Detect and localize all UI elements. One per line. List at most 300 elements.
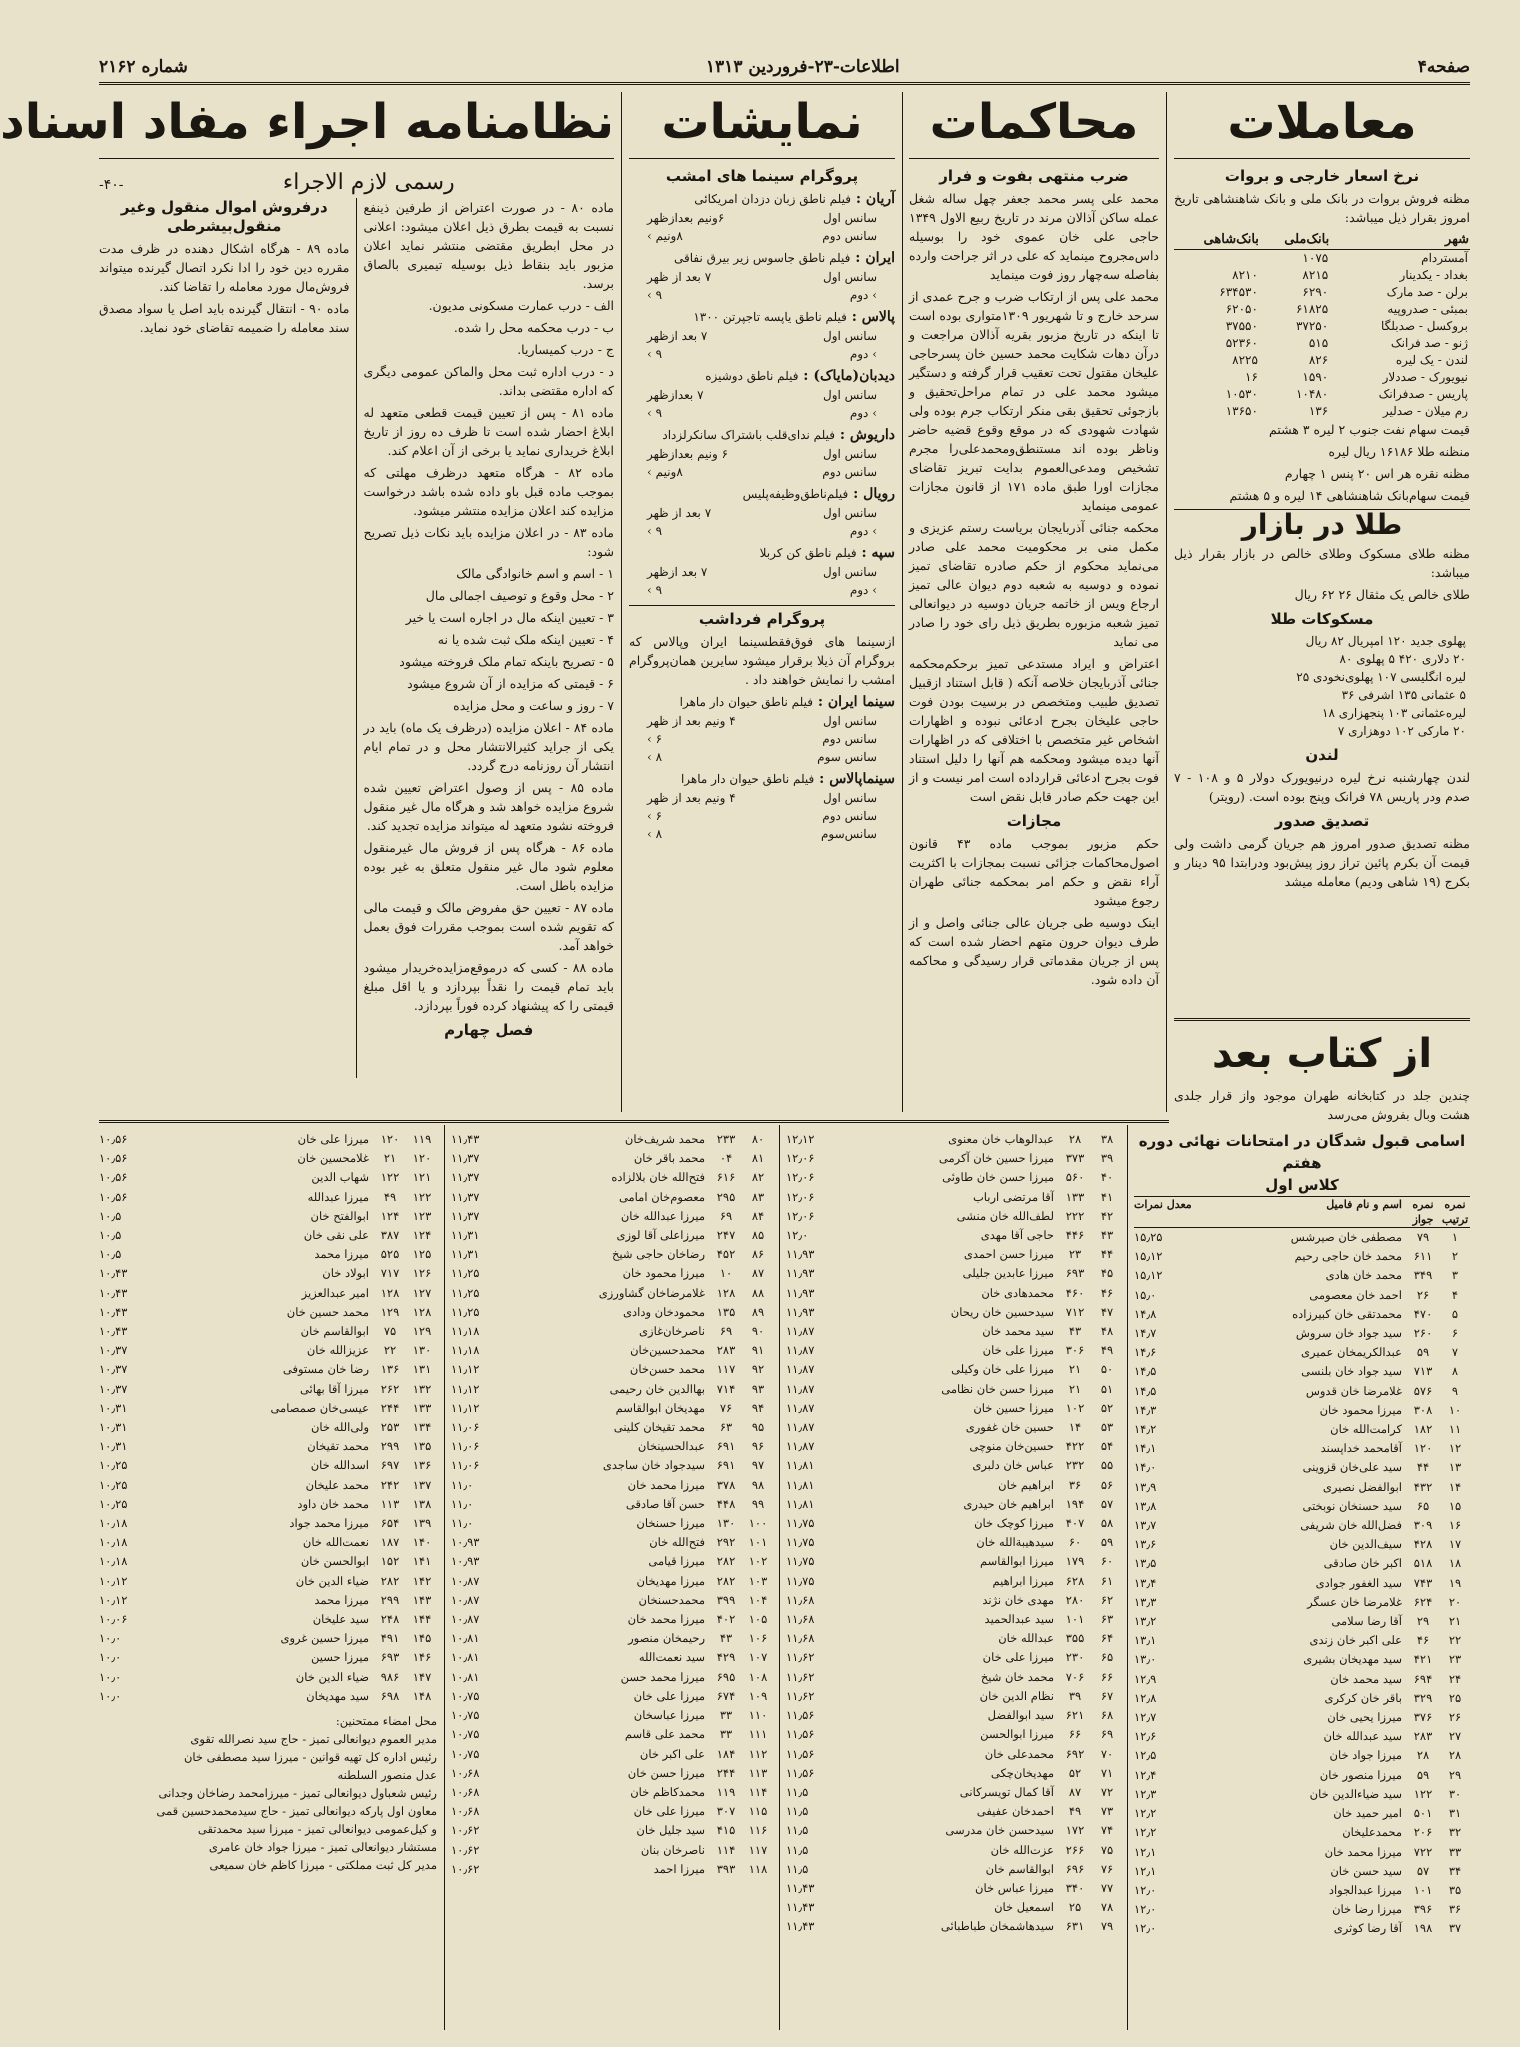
student-name: میرزاعلی آقا لوزی <box>616 1228 705 1243</box>
result-row <box>786 1130 1122 1149</box>
rate-cell: ۸۲۲۵ <box>1232 353 1258 367</box>
average-score: ۱۳٫۴ <box>1134 1575 1157 1590</box>
rank: ۳۷ <box>1448 1921 1462 1936</box>
average-score: ۱۱٫۵ <box>786 1861 809 1876</box>
average-score: ۱۰٫۸۱ <box>451 1669 480 1684</box>
average-score: ۱۰٫۵۶ <box>99 1170 128 1185</box>
permit-number: ۵۹ <box>1416 1345 1430 1360</box>
average-score: ۱۴٫۲ <box>1134 1422 1157 1437</box>
result-row <box>451 1168 773 1187</box>
student-name: آقا کمال تویسرکانی <box>959 1784 1054 1799</box>
result-row <box>1134 1900 1470 1919</box>
result-row <box>451 1380 773 1399</box>
permit-number: ۶۹۱ <box>716 1458 736 1473</box>
permit-number: ۲۸۲ <box>380 1573 400 1588</box>
average-score: ۱۲٫۳ <box>1134 1786 1157 1801</box>
average-score: ۱۵٫۱۲ <box>1134 1249 1163 1264</box>
result-row <box>99 1687 437 1706</box>
rate-cell: ۸۲۶ <box>1308 353 1329 367</box>
permit-number: ۴۲۹ <box>716 1650 736 1665</box>
average-score: ۱۱٫۳۷ <box>451 1189 480 1204</box>
average-score: ۱۰٫۰ <box>99 1669 122 1684</box>
student-name: میرزا علی خان <box>982 1650 1054 1665</box>
permit-number: ۲۳۲ <box>1065 1458 1085 1473</box>
showtime-row <box>629 522 895 540</box>
rate-cell: ۱۵۹۰ <box>1302 370 1329 384</box>
cinema-name-label: سپه <box>871 545 895 561</box>
student-name: میرزا حسین غروی <box>280 1631 369 1646</box>
rank: ۸۶ <box>751 1247 765 1262</box>
cinema-entry <box>629 693 895 712</box>
result-row <box>1134 1804 1470 1823</box>
cinema-film: فیلم ناطق حیوان دار ماهرا <box>679 695 813 709</box>
permit-number: ۱۰۲ <box>1065 1400 1085 1415</box>
average-score: ۱۰٫۰ <box>99 1688 122 1703</box>
rank: ۴۷ <box>1100 1304 1114 1319</box>
showtime-time: ۹ › <box>647 583 663 597</box>
examiner-line: مدیر العموم دیوانعالی تمیز - حاج سید نصرالله تقوی <box>190 1732 437 1747</box>
showtime-time: ۶ونیم بعدازظهر <box>647 211 725 225</box>
rate-cell: ۳۷۲۵۰ <box>1295 319 1329 333</box>
rank: ۱۲ <box>1448 1441 1462 1456</box>
student-name: میرزا حسنخان <box>636 1516 705 1531</box>
student-name: میرزا حسن خان <box>627 1765 705 1780</box>
permit-number: ۲۳۳ <box>716 1132 736 1146</box>
student-name: محمد حسن‌خان <box>629 1362 705 1377</box>
result-row <box>786 1841 1122 1860</box>
chapter-heading: فصل چهارم <box>444 1021 534 1039</box>
average-score: ۱۱٫۸۷ <box>786 1420 815 1435</box>
average-score: ۱۱٫۰۶ <box>451 1439 480 1454</box>
rank: ۹۴ <box>751 1400 765 1415</box>
student-name: غلامرضا خان قدوس <box>1305 1383 1402 1398</box>
permit-number: ۶۹ <box>719 1324 733 1339</box>
showtime-time: ۷ بعد ازظهر <box>647 329 708 343</box>
cinema-name-label: پالاس <box>861 309 895 325</box>
result-row <box>786 1783 1122 1802</box>
result-row <box>451 1533 773 1552</box>
article-paragraph: ماده ۸۳ - در اعلان مزایده باید نکات ذیل تصریح شود: <box>363 525 615 559</box>
rank: ۱۲۹ <box>412 1324 432 1339</box>
student-name: محمدتقی خان کبیرزاده <box>1292 1306 1402 1321</box>
showtime-row <box>629 730 895 748</box>
rank: ۴۳ <box>1100 1228 1114 1243</box>
permit-number: ۴۲۲ <box>1065 1439 1085 1454</box>
rank: ۲۴ <box>1448 1671 1462 1686</box>
article-paragraph: ۳ - تعیین اینکه مال در اجاره است یا خیر <box>405 610 614 625</box>
permit-number: ۳۶ <box>1068 1477 1082 1492</box>
showtime-time: ۴ ونیم بعد از ظهر <box>647 791 736 805</box>
average-score: ۱۱٫۲۵ <box>451 1266 480 1281</box>
permit-number: ۲۳۰ <box>1065 1650 1085 1665</box>
average-score: ۱۰٫۴۳ <box>99 1304 128 1319</box>
permit-number: ۳۹۳ <box>716 1861 736 1876</box>
permit-number: ۳۹۹ <box>716 1592 736 1607</box>
permit-number: ۱۰۱ <box>1065 1612 1085 1627</box>
student-name: ناصرخان‌غازی <box>639 1324 705 1339</box>
average-score: ۱۴٫۸ <box>1134 1306 1157 1321</box>
rank: ۴۵ <box>1100 1266 1114 1281</box>
student-name: علی نقی خان <box>303 1228 369 1243</box>
average-score: ۱۰٫۴۳ <box>99 1324 128 1339</box>
gold-lira: منظنه طلا ۱۶۱۸۶ ریال لیره <box>1328 444 1470 459</box>
rank: ۱۲۱ <box>412 1170 432 1185</box>
permit-number: ۳۰۷ <box>716 1804 736 1819</box>
student-name: میرزا یحیی خان <box>1327 1710 1402 1725</box>
permit-number: ۱۵۲ <box>380 1554 400 1569</box>
student-name: اکبر خان صادقی <box>1323 1556 1402 1571</box>
average-score: ۱۱٫۱۲ <box>451 1400 480 1415</box>
student-name: شهاب الدین <box>311 1170 369 1185</box>
average-score: ۱۰٫۲۵ <box>99 1477 128 1492</box>
student-name: احمد خان معصومی <box>1309 1287 1402 1302</box>
permit-number: ۶۱۶ <box>716 1170 736 1185</box>
average-score: ۱۱٫۹۳ <box>786 1247 815 1262</box>
student-name: میرزا عبدالجواد <box>1328 1882 1402 1897</box>
article-paragraph: ۵ - تصریح باینکه تمام ملک فروخته میشود <box>399 654 614 669</box>
result-row <box>786 1322 1122 1341</box>
permit-number: ۲۹ <box>1416 1614 1430 1629</box>
result-row <box>786 1360 1122 1379</box>
average-score: ۱۳٫۶ <box>1134 1537 1157 1552</box>
permit-number: ۲۴۴ <box>716 1765 736 1780</box>
student-name: میرزا رضا خان <box>1332 1902 1402 1917</box>
permit-number: ۶۹۷ <box>380 1458 400 1473</box>
rank: ۱۵ <box>1448 1498 1462 1513</box>
average-score: ۱۰٫۱۲ <box>99 1592 128 1607</box>
rank: ۱۳۷ <box>412 1477 432 1492</box>
cinema-entry <box>629 544 895 563</box>
rank: ۱۲۵ <box>412 1247 432 1262</box>
student-name: ضیاء الدین خان <box>295 1573 369 1588</box>
rank: ۱ <box>1451 1230 1459 1244</box>
rank: ۵۶ <box>1100 1477 1114 1492</box>
rank: ۳ <box>1451 1268 1459 1283</box>
permit-number: ۱۱۹ <box>716 1784 736 1799</box>
result-row <box>786 1629 1122 1648</box>
rate-cell: نیویورک - صددلار <box>1382 370 1468 384</box>
gold-market-title: طلا در بازار <box>1174 509 1470 540</box>
student-name: میرزا مهدیخان <box>636 1573 705 1588</box>
showtime-row <box>629 268 895 286</box>
result-row <box>786 1514 1122 1533</box>
article-paragraph: ماده ۸۵ - پس از وصول اعتراض تعیین شده شروع مزایده خواهد شد و هرگاه مال غیر منقول فروخته نشود متعهد له میتواند مزایده تجدید کند. <box>363 780 614 833</box>
average-score: ۱۱٫۵۶ <box>786 1727 815 1742</box>
cinema-name-label: سینما ایران <box>827 694 895 710</box>
student-name: سید ضیاء‌الدین خان <box>1309 1786 1402 1801</box>
rank: ۱۴۴ <box>412 1612 432 1627</box>
permit-number: ۶۹۳ <box>380 1650 400 1665</box>
permit-number: ۰۴ <box>719 1151 733 1166</box>
rank: ۱۱۲ <box>748 1746 768 1761</box>
student-name: میرزا علی خان وکیلی <box>951 1362 1054 1377</box>
rank: ۷۸ <box>1100 1900 1114 1915</box>
rank: ۵۷ <box>1100 1496 1114 1511</box>
average-score: ۱۰٫۱۸ <box>99 1516 128 1531</box>
column-divider <box>1166 92 1167 1112</box>
permit-number: ۳۴۹ <box>1413 1268 1433 1283</box>
student-name: ابولاد خان <box>322 1266 369 1281</box>
rank: ۳۵ <box>1448 1882 1462 1897</box>
rank: ۱۳۳ <box>412 1400 432 1415</box>
rank: ۵۵ <box>1100 1458 1114 1473</box>
average-score: ۱۲٫۹ <box>1134 1671 1157 1686</box>
column-divider <box>621 92 622 1112</box>
rank: ۴ <box>1451 1287 1459 1302</box>
student-name: سید حسنخان نوبختی <box>1302 1498 1402 1513</box>
showtime-row <box>629 825 895 843</box>
permit-number: ۳۷۳ <box>1065 1151 1085 1166</box>
average-score: ۱۱٫۵۶ <box>786 1746 815 1761</box>
rate-header: بانک‌ملی <box>1260 230 1330 250</box>
rate-row <box>1174 267 1470 284</box>
rank: ۶۶ <box>1100 1669 1114 1684</box>
result-row <box>451 1322 773 1341</box>
permit-number: ۱۸۲ <box>1413 1422 1433 1437</box>
average-score: ۱۱٫۷۵ <box>786 1535 815 1550</box>
student-name: امیر حمید خان <box>1333 1806 1402 1821</box>
student-name: میرزا کوچک خان <box>974 1516 1054 1531</box>
result-row <box>786 1706 1122 1725</box>
result-row <box>786 1207 1122 1226</box>
showtime-label: سانس اول <box>822 565 877 579</box>
rank: ۸۳ <box>751 1189 765 1204</box>
permit-number: ۱۳۶ <box>380 1362 400 1377</box>
permit-number: ۴۵۲ <box>716 1247 736 1262</box>
permit-number: ۴۳۲ <box>1413 1479 1433 1494</box>
result-row <box>1134 1554 1470 1573</box>
result-row <box>99 1495 437 1514</box>
student-name: ابوالفضل نصیری <box>1322 1479 1402 1494</box>
rate-cell: رم میلان - صدلیر <box>1382 404 1468 418</box>
examiner-line: معاون اول پارکه دیوانعالی تمیز - حاج سیدمحمدحسین قمی <box>156 1804 437 1819</box>
mohakemat-paragraph: حکم مزبور بموجب ماده ۴۳ قانون اصول‌محاکمات جزائی نسبت بمجازات با اکثریت آراء نقض و حکم امر بمحکمه جنائی طهران رجوع میشود <box>909 836 1160 908</box>
rank: ۱۴۳ <box>412 1592 432 1607</box>
cinema-entry <box>629 249 895 268</box>
result-row <box>1134 1593 1470 1612</box>
student-name: ابراهیم خان <box>998 1477 1054 1492</box>
export-text: مظنه تصدیق صدور امروز هم جریان گرمی داشت ولی قیمت آن بکرم پائین تراز روز پیش‌بود ودرابتدا ۹۵ دینار و بکرج (۱۹ شاهی ودیم) معامله میشد <box>1174 836 1470 889</box>
average-score: ۱۲٫۰۶ <box>786 1151 815 1166</box>
rank: ۹۳ <box>751 1381 765 1396</box>
permit-number: ۲۶۲ <box>380 1381 400 1396</box>
rate-cell: آمستردام <box>1421 251 1468 265</box>
result-row <box>99 1476 437 1495</box>
mohakemat-paragraph: محکمه جنائی آذربایجان بریاست رستم عزیزی و مکمل منی بر محکومیت محمد علی صادر می‌نماید محکوم از حکم صادره تقاضای تمیز نموده و دوسیه به شعبه دوم دیوان عالی تمیز ارجاع ویس از خاتمه جریان دوسیه در دیوانعالی تمیز شعبه مزبوره بطریق ذیل رای خود را صادر می نماید <box>909 520 1159 649</box>
permit-number: ۳۹۶ <box>1413 1902 1433 1917</box>
result-row <box>1134 1823 1470 1842</box>
student-name: میرزا قیامی <box>648 1554 705 1569</box>
showtime-time: ۸ونیم › <box>647 465 683 479</box>
result-row <box>786 1898 1122 1917</box>
showtime-label: سانس اول <box>822 447 877 461</box>
rank: ۱۳۸ <box>412 1496 432 1511</box>
student-name: سید الغفور جوادی <box>1315 1575 1402 1590</box>
permit-number: ۱۱۳ <box>380 1496 400 1511</box>
showtime-time: ۸ › <box>647 750 663 764</box>
article-paragraph: ماده ۸۸ - کسی که درموقع‌مزایده‌خریدار میشود باید تمام قیمت را نقداً بپردازد و یا اقل مبلغ قیمتی را که پیشنهاد کرده فوراً بپردازد. <box>363 960 615 1013</box>
permit-number: ۱۹۴ <box>1065 1496 1085 1511</box>
average-score: ۱۰٫۷۵ <box>451 1746 480 1761</box>
namayeshat-column <box>629 90 895 1110</box>
student-name: میرزا جواد خان <box>1329 1748 1402 1763</box>
results-column <box>1134 1130 1470 2030</box>
permit-number: ۶۳۱ <box>1065 1919 1085 1934</box>
permit-number: ۲۵۳ <box>380 1420 400 1435</box>
results-subtitle: کلاس اول <box>1265 1176 1339 1194</box>
student-name: میرزا حسن خان طاوئی <box>942 1170 1054 1185</box>
average-score: ۱۱٫۰۶ <box>451 1420 480 1435</box>
student-name: سیدهاشمخان طباطبائی <box>940 1919 1054 1934</box>
issue-number: شماره ۲۱۶۲ <box>99 57 188 77</box>
student-name: سید محمد خان <box>1330 1671 1402 1686</box>
rank: ۸۸ <box>751 1285 765 1300</box>
student-name: محمدعلی خان <box>984 1746 1054 1761</box>
average-score: ۱۰٫۲۵ <box>99 1458 128 1473</box>
average-score: ۱۰٫۸۷ <box>451 1612 480 1627</box>
average-score: ۱۵٫۱۲ <box>1134 1268 1163 1283</box>
showtime-row <box>629 445 895 463</box>
namayeshat-title: نمایشات <box>629 92 895 159</box>
rank: ۷۰ <box>1100 1746 1114 1761</box>
rank: ۸۲ <box>751 1170 765 1185</box>
average-score: ۱۴٫۵ <box>1134 1383 1157 1398</box>
rate-cell: ۱۶ <box>1245 370 1258 384</box>
rank: ۱۰۵ <box>748 1612 768 1627</box>
showtime-label: سانس سوم <box>817 750 877 764</box>
showtime-label: سانس اول <box>822 388 877 402</box>
average-score: ۱۲٫۰ <box>1134 1921 1157 1936</box>
result-row <box>451 1764 773 1783</box>
showtime-row <box>629 227 895 245</box>
rank: ۶۹ <box>1100 1727 1114 1742</box>
permit-number: ۲۲ <box>383 1343 397 1358</box>
student-name: فضل‌الله خان شریفی <box>1300 1518 1402 1533</box>
muamelat-title: معاملات <box>1174 92 1470 159</box>
section-rule <box>99 1120 1169 1123</box>
student-name: میرزا علی خان <box>982 1343 1054 1358</box>
box-rule <box>1174 1018 1470 1021</box>
permit-number: ۲۴۸ <box>380 1612 400 1627</box>
student-name: میرزا حسین <box>311 1650 369 1665</box>
result-row <box>99 1380 437 1399</box>
average-score: ۱۲٫۰۶ <box>786 1170 815 1185</box>
permit-number: ۴۴ <box>1416 1460 1430 1475</box>
average-score: ۱۱٫۵۶ <box>786 1765 815 1780</box>
student-name: عزیزالله خان <box>306 1343 369 1358</box>
cinema-separator: : <box>798 368 814 384</box>
rank: ۶۲ <box>1100 1592 1114 1607</box>
result-row <box>99 1572 437 1591</box>
permit-number: ۳۷۶ <box>1413 1710 1433 1725</box>
london-title: لندن <box>1305 746 1339 764</box>
student-name: میرزا حسن خان نظامی <box>941 1381 1054 1396</box>
cinema-separator: : <box>812 694 828 710</box>
student-name: میرزا ابراهیم <box>992 1573 1054 1588</box>
rank: ۱۲۸ <box>412 1304 432 1319</box>
cinema-name-label: سینماپالاس <box>829 771 895 787</box>
rank: ۹۸ <box>751 1477 765 1492</box>
student-name: میرزا عباسخان <box>633 1708 705 1723</box>
student-name: سید عبدالحمید <box>984 1612 1054 1627</box>
student-name: عبدالله خان <box>998 1631 1054 1646</box>
result-row <box>1134 1862 1470 1881</box>
average-score: ۱۴٫۶ <box>1134 1345 1157 1360</box>
average-score: ۱۱٫۵ <box>786 1842 809 1857</box>
showtime-time: ۴ ونیم بعد از ظهر <box>647 714 736 728</box>
student-name: سید عبدالله خان <box>1323 1729 1402 1744</box>
average-score: ۱۰٫۱۸ <box>99 1535 128 1550</box>
permit-number: ۲۹۹ <box>380 1592 400 1607</box>
result-row <box>451 1341 773 1360</box>
average-score: ۱۲٫۲ <box>1134 1806 1157 1821</box>
average-score: ۱۴٫۳ <box>1134 1402 1157 1417</box>
permit-number: ۶۱۱ <box>1413 1249 1433 1264</box>
student-name: مصطفی خان صیرشس <box>1290 1230 1402 1244</box>
average-score: ۱۱٫۸۷ <box>786 1362 815 1377</box>
rank: ۱۳ <box>1448 1460 1462 1475</box>
article-paragraph: ج - درب کمیساریا. <box>517 342 614 357</box>
average-score: ۱۱٫۲۵ <box>451 1285 480 1300</box>
showtime-time: ۷ بعدازظهر <box>647 388 704 402</box>
average-score: ۱۲٫۰ <box>786 1228 809 1243</box>
average-score: ۱۰٫۶۲ <box>451 1842 480 1857</box>
showtime-row <box>629 345 895 363</box>
showtime-label: سانس اول <box>822 506 877 520</box>
showtime-time: ۶ ونیم بعدازظهر <box>647 447 729 461</box>
examiner-line: محل امضاء ممتحنین: <box>335 1714 437 1729</box>
result-row <box>451 1841 773 1860</box>
article-paragraph: ب - درب محکمه محل را شده. <box>453 320 614 335</box>
rank: ۸۱ <box>751 1151 765 1166</box>
result-row <box>99 1341 437 1360</box>
cinema-film: فیلم ناطق زبان دزدان امریکائی <box>694 192 851 206</box>
showtime-label: سانس اول <box>822 211 877 225</box>
permit-number: ۴۳ <box>719 1631 733 1646</box>
permit-number: ۲۵ <box>1068 1900 1082 1915</box>
result-row <box>99 1552 437 1571</box>
showtime-row <box>629 563 895 581</box>
result-row <box>786 1725 1122 1744</box>
average-score: ۱۰٫۳۷ <box>99 1362 128 1377</box>
article-paragraph: ۷ - روز و ساعت و محل مزایده <box>453 698 614 713</box>
result-row <box>1134 1401 1470 1420</box>
result-row <box>786 1341 1122 1360</box>
result-row <box>99 1207 437 1226</box>
cinema-name-label: رویال <box>863 486 895 502</box>
permit-number: ۵۷ <box>1416 1863 1430 1878</box>
permit-number: ۱۹۸ <box>1413 1921 1433 1936</box>
student-name: ابوالفتح خان <box>310 1208 369 1223</box>
result-row <box>1134 1420 1470 1439</box>
rank: ۱۸ <box>1448 1556 1462 1571</box>
student-name: سید ابوالفضل <box>987 1708 1054 1723</box>
permit-number: ۴۶۰ <box>1065 1285 1085 1300</box>
result-row <box>451 1860 773 1879</box>
result-row <box>786 1495 1122 1514</box>
permit-number: ۱۷۲ <box>1065 1823 1085 1838</box>
student-name: آقا مرتضی ارباب <box>972 1189 1054 1204</box>
rate-cell: ۵۲۳۶۰ <box>1225 336 1258 350</box>
permit-number: ۴۲۱ <box>1413 1652 1433 1667</box>
average-score: ۱۱٫۱۲ <box>451 1381 480 1396</box>
permit-number: ۲۸۰ <box>1065 1592 1085 1607</box>
average-score: ۱۰٫۳۱ <box>99 1439 128 1454</box>
average-score: ۱۰٫۵۶ <box>99 1189 128 1204</box>
result-row <box>451 1399 773 1418</box>
fx-intro: مظنه فروش بروات در بانک ملی و بانک شاهنشاهی تاریخ امروز بقرار ذیل میباشد: <box>1174 191 1470 225</box>
rank: ۱۲۳ <box>412 1208 432 1223</box>
